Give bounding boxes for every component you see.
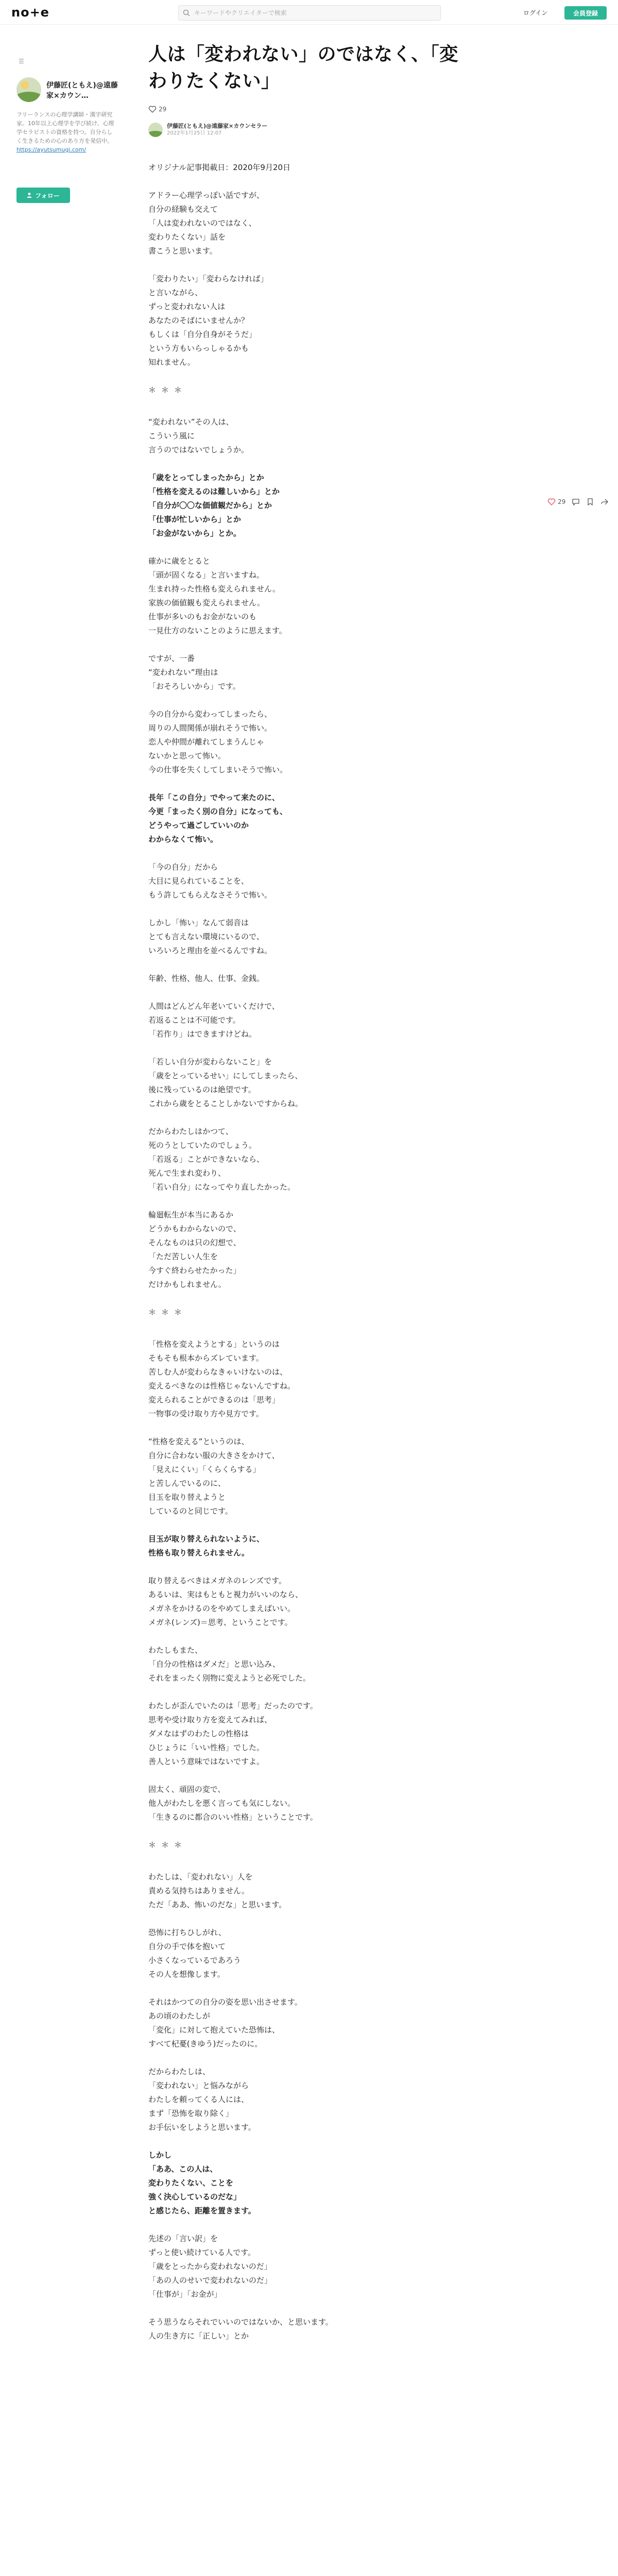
article-action-bar (547, 498, 609, 506)
login-button[interactable]: ログイン (517, 7, 554, 19)
follow-label: フォロー (35, 192, 60, 199)
article-paragraph: そう思うならそれでいいのではないか、と思います。 人の生き方に「正しい」とか (148, 2317, 333, 2341)
article-paragraph: だからわたしはかつて、 死のうとしていたのでしょう。 「若返る」ことができないなら、 死んで生まれ変わり、 「若い自分」になってやり直したかった。 (148, 1127, 296, 1192)
article-paragraph: しかし 「ああ、この人は、 変わりたくない、ことを 強く決心しているのだな」 と感じたら、距離を置きます。 (148, 2150, 256, 2215)
article-paragraph: わたしが歪んでいたのは「思考」だったのです。 思考や受け取り方を変えてみれば、 ダメなはずのわたしの性格は ひじょうに「いい性格」でした。 善人という意味ではないですよ。 (148, 1701, 318, 1766)
like-count-float: 29 (558, 498, 566, 505)
author-website-link[interactable]: https://ayutsumugi.com/ (16, 146, 87, 153)
article-paragraph: オリジナル記事掲載日：2020年9月20日 (148, 163, 291, 172)
bookmark-icon[interactable] (586, 498, 594, 506)
site-header (0, 0, 618, 25)
author-name[interactable]: 伊藤匠(ともえ)@遠藤家×カウン… (46, 81, 118, 100)
article-paragraph: 先述の「言い訳」を ずっと使い続けている人です。 「歳をとったから変われないのだ」 「あの人のせいで変われないのだ」 「仕事が」「お金が」 (148, 2234, 272, 2299)
article-paragraph: 目玉が取り替えられないように、 性格も取り替えられません。 (148, 1534, 265, 1557)
signup-button[interactable]: 会員登録 (564, 6, 607, 20)
article-paragraph: 人間はどんどん年老いていくだけで、 若返ることは不可能です。 「若作り」はできますけどね。 (148, 1002, 280, 1039)
article-paragraph: 「性格を変えようとする」というのは そもそも根本からズレています。 苦しむ人が変わらなきゃいけないのは、 変えるべきなのは性格じゃないんですね。 変えられることができるのは「思考」 一物事の受け取り方や見方です。 (148, 1340, 296, 1418)
search-icon (179, 6, 194, 20)
avatar[interactable] (16, 77, 41, 102)
section-divider: ＊＊＊ (148, 1308, 187, 1317)
article-paragraph: “変われない”その人は、 こういう風に 言うのではないでしょうか。 (148, 417, 249, 454)
article-paragraph: 恐怖に打ちひしがれ、 自分の手で体を抱いて 小さくなっているであろう その人を想像します。 (148, 1928, 241, 1979)
author-bio (16, 110, 117, 154)
heart-icon (547, 498, 556, 506)
article-paragraph: 輪廻転生が本当にあるか どうかもわからないので、 そんなものは只の幻想で、 「ただ苦しい人生を 今すぐ終わらせたかった」 だけかもしれません。 (148, 1210, 241, 1289)
article-paragraph: 「変わりたい」「変わらなければ」 と言いながら、 ずっと変われない人は あなたのそばにいませんか？ もしくは「自分自身がそうだ」 という方もいらっしゃるかも 知れません。 (148, 274, 268, 367)
search-input[interactable] (194, 9, 436, 16)
article-paragraph: “性格を変える”というのは、 自分に合わない服の大きさをかけて、 「見えにくい」「くらくらする」 と苦しんでいるのに、 目玉を取り替えようと しているのと同じです。 (148, 1437, 280, 1516)
article-paragraph: 年齢、性格、他人、仕事、金銭。 (148, 974, 265, 983)
search-box[interactable] (178, 5, 441, 21)
article-paragraph: アドラー心理学っぽい話ですが、 自分の経験も交えて 「人は変われないのではなく、 変わりたくない」話を 書こうと思います。 (148, 191, 265, 256)
article-paragraph: 固太く、頑固の変で、 他人がわたしを悪く言っても気にしない。 「生きるのに都合のいい性格」ということです。 (148, 1785, 318, 1822)
article-paragraph: 今の自分から変わってしまったら、 周りの人間関係が崩れそうで怖い。 恋人や仲間が離れてしまうんじゃ ないかと思って怖い。 今の仕事を失くしてしまいそうで怖い。 (148, 709, 288, 774)
comment-icon[interactable] (572, 498, 580, 506)
article-paragraph: 「歳をとってしまったから」とか 「性格を変えるのは難しいから」とか 「自分が〇〇な価値観だから」とか 「仕事が忙しいから」とか 「お金がないから」とか。 (148, 473, 280, 538)
like-button-float[interactable] (547, 498, 565, 506)
follow-button[interactable] (16, 188, 70, 203)
article-paragraph: 「若しい自分が変わらないこと」を 「歳をとっているせい」にしてしまったら、 後に残っているのは絶望です。 これから歳をとることしかないですからね。 (148, 1057, 303, 1108)
article-paragraph: わたしは、「変われない」人を 責める気持ちはありません。 ただ「ああ、怖いのだな」と思います。 (148, 1872, 287, 1909)
person-plus-icon (27, 192, 33, 198)
article-paragraph: 「今の自分」だから 大目に見られていることを、 もう許してもらえなさそうで怖い。 (148, 862, 272, 900)
byline[interactable] (148, 123, 470, 137)
section-divider: ＊＊＊ (148, 1840, 187, 1850)
like-count: 29 (159, 106, 167, 113)
byline-author[interactable]: 伊藤匠(ともえ)@遠藤家×カウンセラー (167, 123, 268, 129)
author-block[interactable] (16, 77, 124, 102)
article (148, 41, 470, 2357)
article-body (148, 161, 470, 2343)
article-paragraph: しかし「怖い」なんて弱音は とても言えない環境にいるので、 いろいろと理由を並べるんですね。 (148, 918, 272, 955)
share-icon[interactable] (600, 498, 609, 506)
article-paragraph: 取り替えるべきはメガネのレンズです。 あるいは、実はもともと視力がいいのなら、 メガネをかけるのをやめてしまえばいい。 メガネ(レンズ)＝思考、ということです。 (148, 1576, 303, 1627)
article-paragraph: それはかつての自分の姿を思い出させます。 あの頃のわたしが 「変化」に対して抱えていた恐怖は、 すべて杞憂(きゆう)だったのに。 (148, 1997, 302, 2048)
article-title: 人は「変われない」のではなく、「変わりたくない」 (148, 44, 458, 92)
article-paragraph: だからわたしは、 「変われない」と悩みながら わたしを頼ってくる人には、 まず「恐怖を取り除く」 お手伝いをしようと思います。 (148, 2067, 256, 2132)
byline-avatar[interactable] (148, 123, 163, 137)
article-meta (148, 104, 470, 114)
article-paragraph: ですが、一番 “変われない”理由は 「おそろしいから」です。 (148, 654, 241, 691)
article-paragraph: 確かに歳をとると 「頭が固くなる」と言いますね。 生まれ持った性格も変えられません。 家族の価値観も変えられません。 仕事が多いのもお金がないのも 一見仕方のないことのように思えます。 (148, 556, 287, 635)
like-button[interactable] (148, 105, 166, 113)
heart-icon (148, 105, 157, 113)
article-paragraph: 長年「この自分」でやって来たのに、 今更「まったく別の自分」になっても、 どうやって過ごしていいのか わからなくて怖い。 (148, 793, 288, 844)
section-divider: ＊＊＊ (148, 385, 187, 395)
menu-icon[interactable]: ☰ (19, 58, 24, 65)
note-logo[interactable]: no+e (11, 5, 49, 20)
article-paragraph: わたしもまた、 「自分の性格はダメだ」と思い込み、 それをまったく別物に変えようと必死でした。 (148, 1646, 311, 1683)
author-bio-text: フリーランスの心理学講師・漢字研究家。10年以上心理学を学び続け、心理学セラピストの資格を持つ。自分らしく生きるための心のあり方を発信中。 (16, 111, 114, 144)
byline-date: 2022年1月25日 12:07 (167, 130, 222, 136)
